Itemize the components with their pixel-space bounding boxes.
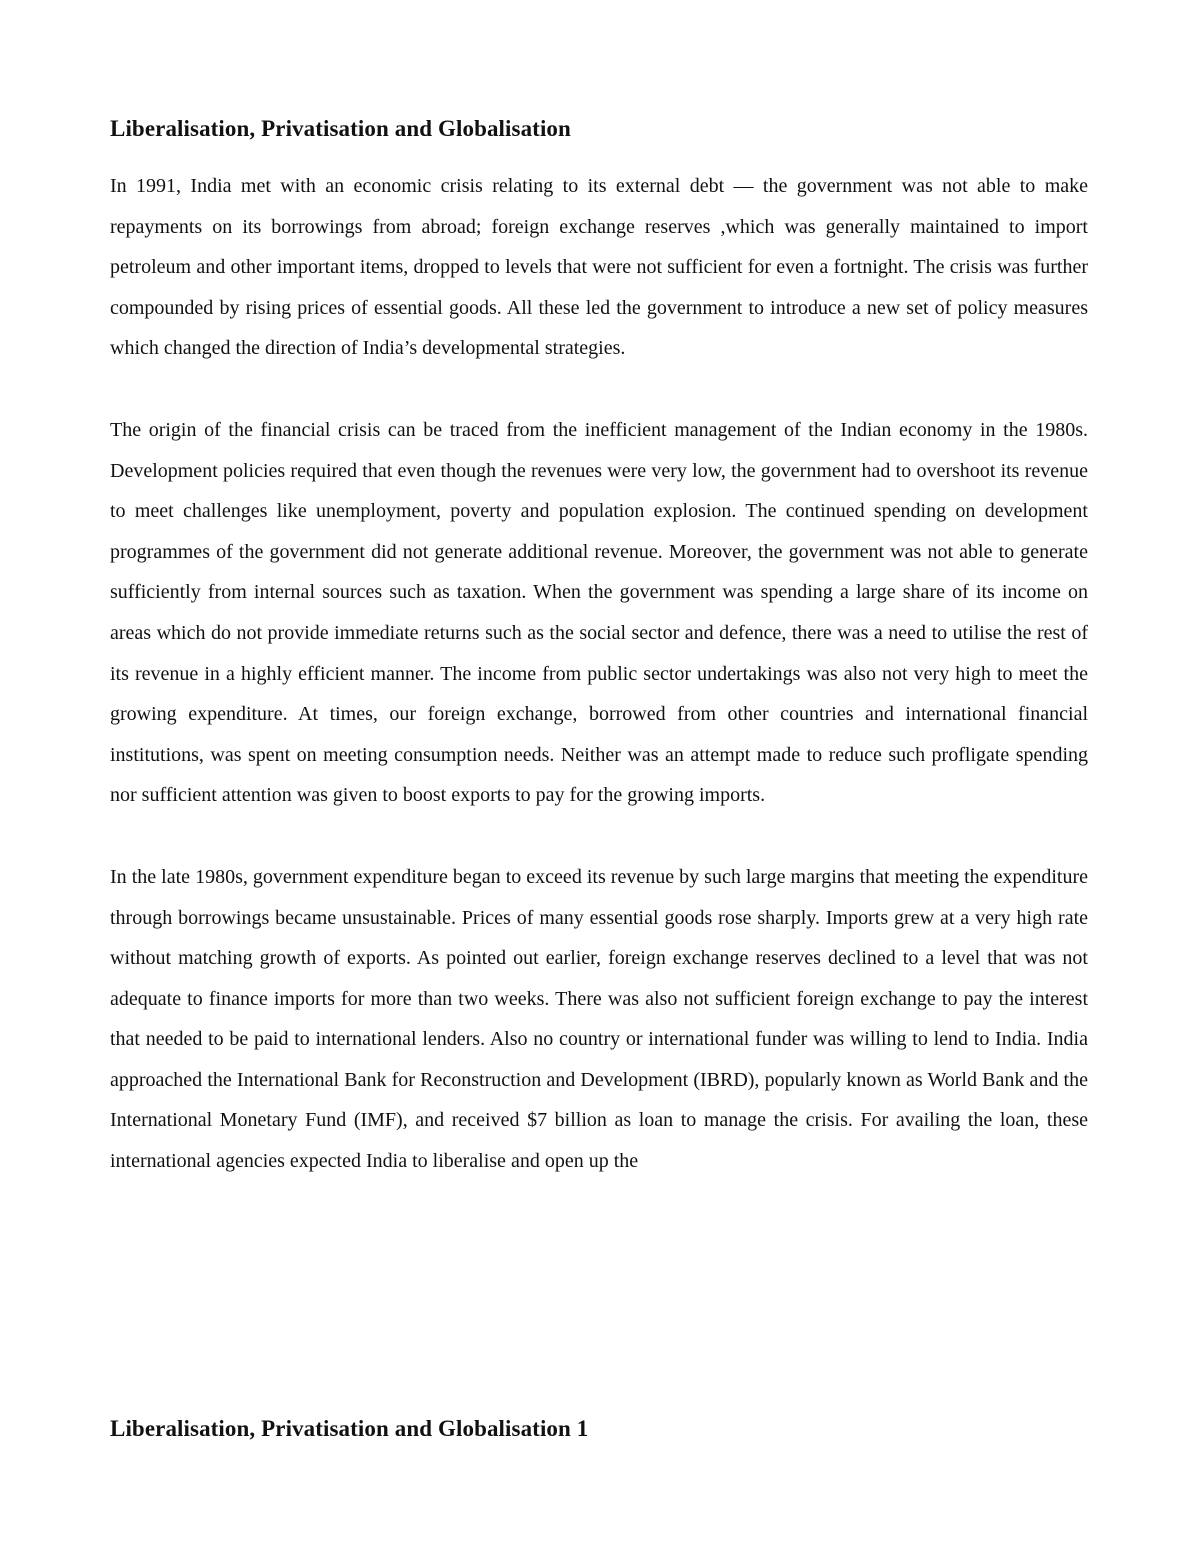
- paragraph-origin-of-crisis: The origin of the financial crisis can be traced from the inefficient management of the Indian economy in the 1980s. Development policies required that even though the revenues were very low, the government had to overshoot its revenue to meet challenges like unemployment, poverty and population explosion. The continued spending on development programmes of the government did not generate additional revenue. Moreover, the government was not able to generate sufficiently from internal sources such as taxation. When the government was spending a large share of its income on areas which do not provide immediate returns such as the social sector and defence, there was a need to utilise the rest of its revenue in a highly efficient manner. The income from public sector undertakings was also not very high to meet the growing expenditure. At times, our foreign exchange, borrowed from other countries and international financial institutions, was spent on meeting consumption needs. Neither was an attempt made to reduce such profligate spending nor sufficient attention was given to boost exports to pay for the growing imports.: [110, 418, 1088, 807]
- paragraph-late-1980s: In the late 1980s, government expenditure began to exceed its revenue by such large margins that meeting the expenditure through borrowings became unsustainable. Prices of many essential goods rose sharply. Imports grew at a very high rate without matching growth of exports. As pointed out earlier, foreign exchange reserves declined to a level that was not adequate to finance imports for more than two weeks. There was also not sufficient foreign exchange to pay the interest that needed to be paid to international lenders. Also no country or international funder was willing to lend to India. India approached the International Bank for Reconstruction and Development (IBRD), popularly known as World Bank and the International Monetary Fund (IMF), and received $7 billion as loan to manage the crisis. For availing the loan, these international agencies expected India to liberalise and open up the: [110, 865, 1088, 1173]
- paragraph-1991-crisis: In 1991, India met with an economic crisis relating to its external debt — the government was not able to make repayments on its borrowings from abroad; foreign exchange reserves ,which was generally maintained to import petroleum and other important items, dropped to levels that were not sufficient for even a fortnight. The crisis was further compounded by rising prices of essential goods. All these led the government to introduce a new set of policy measures which changed the direction of India’s developmental strategies.: [110, 175, 1088, 360]
- page-footer-title: Liberalisation, Privatisation and Globalisation 1: [110, 1416, 589, 1441]
- document-title: Liberalisation, Privatisation and Globalisation: [110, 116, 571, 141]
- document-body: [110, 112, 1088, 1182]
